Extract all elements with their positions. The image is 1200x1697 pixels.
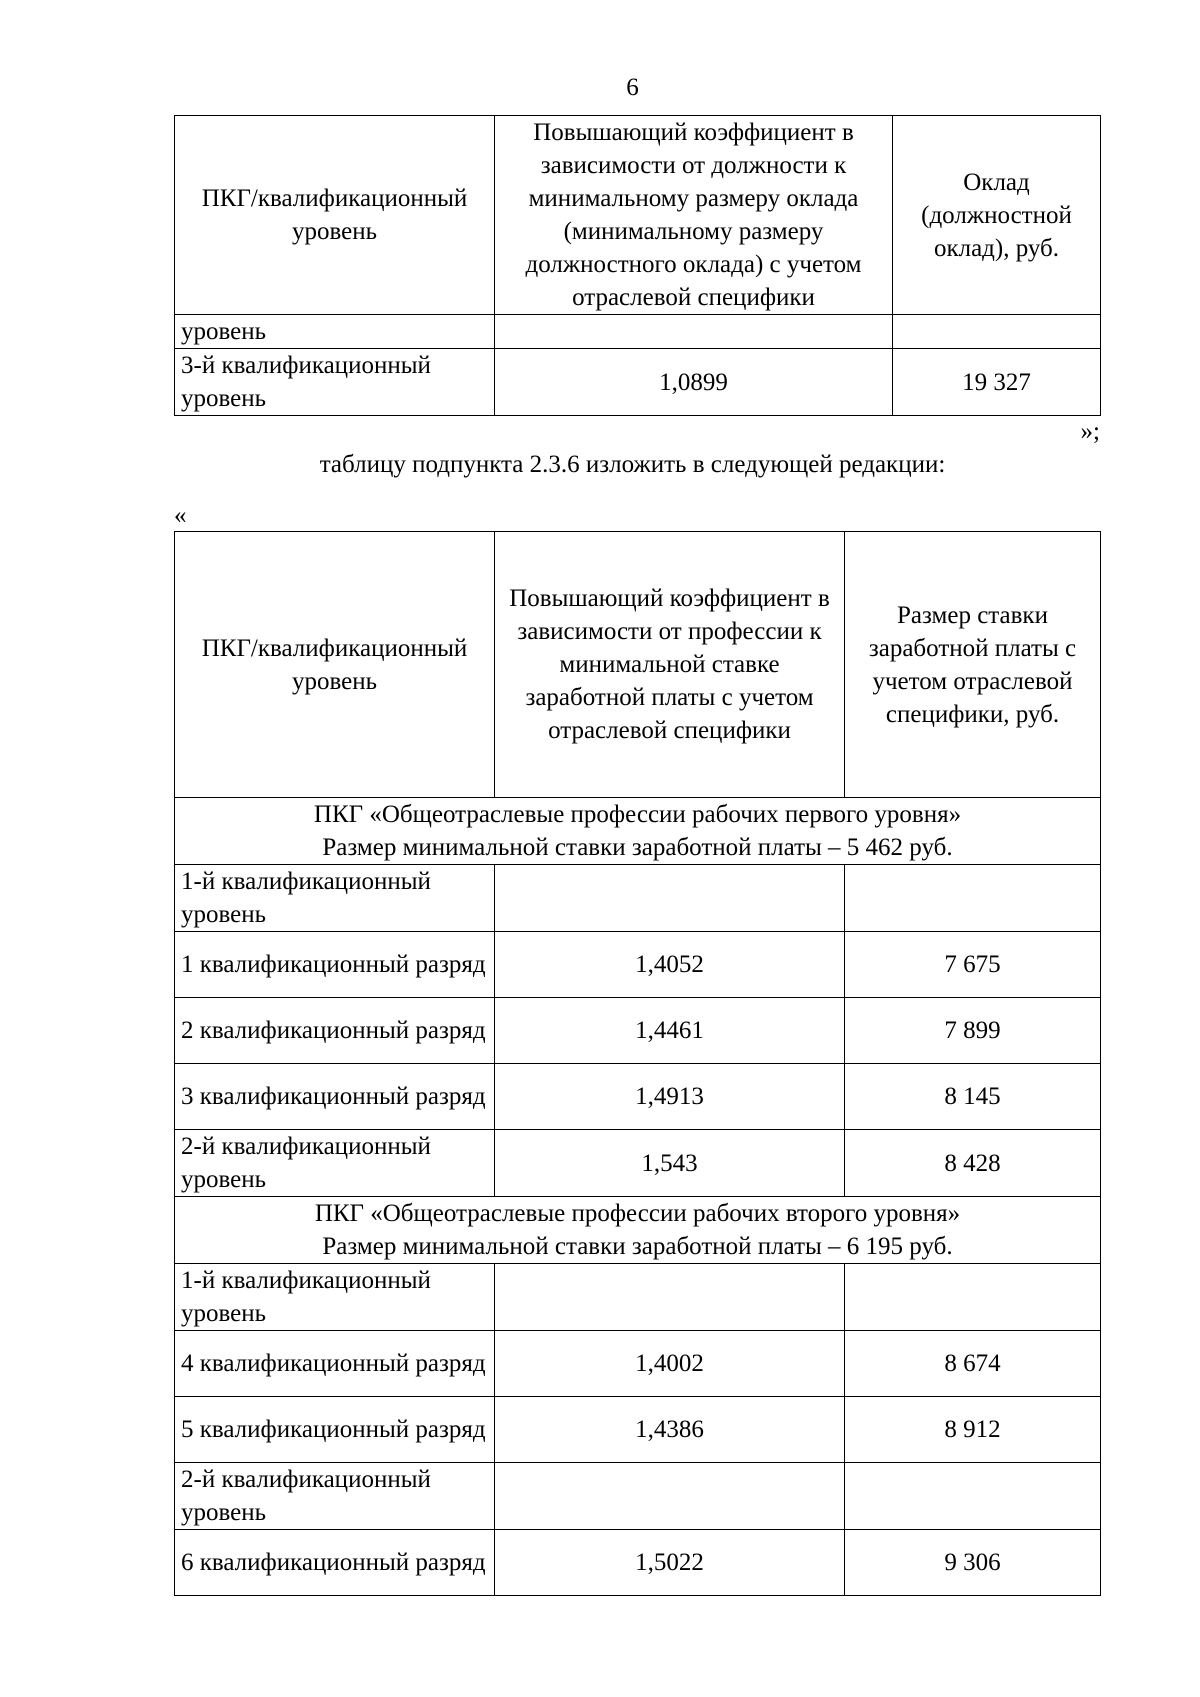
row-label: 1-й квалификационный уровень <box>175 865 495 932</box>
header-qualification-level: ПКГ/квалификационный уровень <box>175 532 495 798</box>
header-salary: Оклад (должностной оклад), руб. <box>893 116 1101 315</box>
header-coefficient: Повышающий коэффициент в зависимости от профессии к минимальной ставке заработной платы с учетом отраслевой специфики <box>495 532 845 798</box>
row-coefficient: 1,0899 <box>495 349 893 416</box>
table-row <box>175 932 1101 998</box>
row-coefficient: 1,4913 <box>495 1064 845 1130</box>
row-coefficient: 1,4461 <box>495 998 845 1064</box>
row-amount: 8 674 <box>845 1331 1101 1397</box>
row-amount <box>893 315 1101 349</box>
row-amount: 19 327 <box>893 349 1101 416</box>
row-label: 2-й квалификационный уровень <box>175 1463 495 1530</box>
section-header <box>175 798 1101 865</box>
row-coefficient: 1,5022 <box>495 1530 845 1596</box>
table-row <box>175 1331 1101 1397</box>
table-row <box>175 1264 1101 1331</box>
table-header-row <box>175 532 1101 798</box>
page-number: 6 <box>626 74 639 101</box>
table-row <box>175 1463 1101 1530</box>
row-label: 1 квалификационный разряд <box>175 932 495 998</box>
table-row <box>175 315 1101 349</box>
section-title: ПКГ «Общеотраслевые профессии рабочих первого уровня» <box>313 801 962 828</box>
closing-quote: »; <box>1080 418 1100 445</box>
header-qualification-level: ПКГ/квалификационный уровень <box>175 116 495 315</box>
row-amount: 8 912 <box>845 1397 1101 1463</box>
row-coefficient <box>495 1463 845 1530</box>
instruction-text: таблицу подпункта 2.3.6 изложить в следующей редакции: <box>319 451 946 478</box>
row-coefficient <box>495 315 893 349</box>
row-coefficient <box>495 1264 845 1331</box>
table-row <box>175 998 1101 1064</box>
wage-table <box>174 531 1101 1596</box>
row-label: 6 квалификационный разряд <box>175 1530 495 1596</box>
section-header <box>175 1197 1101 1264</box>
row-amount: 8 145 <box>845 1064 1101 1130</box>
row-amount: 7 899 <box>845 998 1101 1064</box>
row-amount: 8 428 <box>845 1130 1101 1197</box>
row-amount <box>845 1463 1101 1530</box>
section-title: ПКГ «Общеотраслевые профессии рабочих второго уровня» <box>314 1200 961 1227</box>
row-amount: 9 306 <box>845 1530 1101 1596</box>
row-label: 3 квалификационный разряд <box>175 1064 495 1130</box>
row-label: 1-й квалификационный уровень <box>175 1264 495 1331</box>
row-label: 4 квалификационный разряд <box>175 1331 495 1397</box>
table-row <box>175 1064 1101 1130</box>
table-continued <box>174 115 1101 416</box>
row-label: 2-й квалификационный уровень <box>175 1130 495 1197</box>
row-coefficient: 1,4002 <box>495 1331 845 1397</box>
row-label: 3-й квалификационный уровень <box>175 349 495 416</box>
section-subtitle: Размер минимальной ставки заработной платы – 5 462 руб. <box>322 834 953 861</box>
row-label: 2 квалификационный разряд <box>175 998 495 1064</box>
row-amount <box>845 1264 1101 1331</box>
header-wage-rate: Размер ставки заработной платы с учетом отраслевой специфики, руб. <box>845 532 1101 798</box>
row-coefficient: 1,543 <box>495 1130 845 1197</box>
header-coefficient: Повышающий коэффициент в зависимости от должности к минимальному размеру оклада (минимальному размеру должностного оклада) с учетом отраслевой специфики <box>495 116 893 315</box>
row-amount <box>845 865 1101 932</box>
section-subtitle: Размер минимальной ставки заработной платы – 6 195 руб. <box>322 1233 953 1260</box>
row-label: уровень <box>175 315 495 349</box>
opening-quote: « <box>174 502 187 529</box>
row-coefficient <box>495 865 845 932</box>
table-row <box>175 865 1101 932</box>
table-header-row <box>175 116 1101 315</box>
section-header-row <box>175 798 1101 865</box>
table-row <box>175 1130 1101 1197</box>
section-header-row <box>175 1197 1101 1264</box>
table-row <box>175 1397 1101 1463</box>
row-label: 5 квалификационный разряд <box>175 1397 495 1463</box>
row-amount: 7 675 <box>845 932 1101 998</box>
row-coefficient: 1,4386 <box>495 1397 845 1463</box>
row-coefficient: 1,4052 <box>495 932 845 998</box>
table-row <box>175 1530 1101 1596</box>
table-row <box>175 349 1101 416</box>
